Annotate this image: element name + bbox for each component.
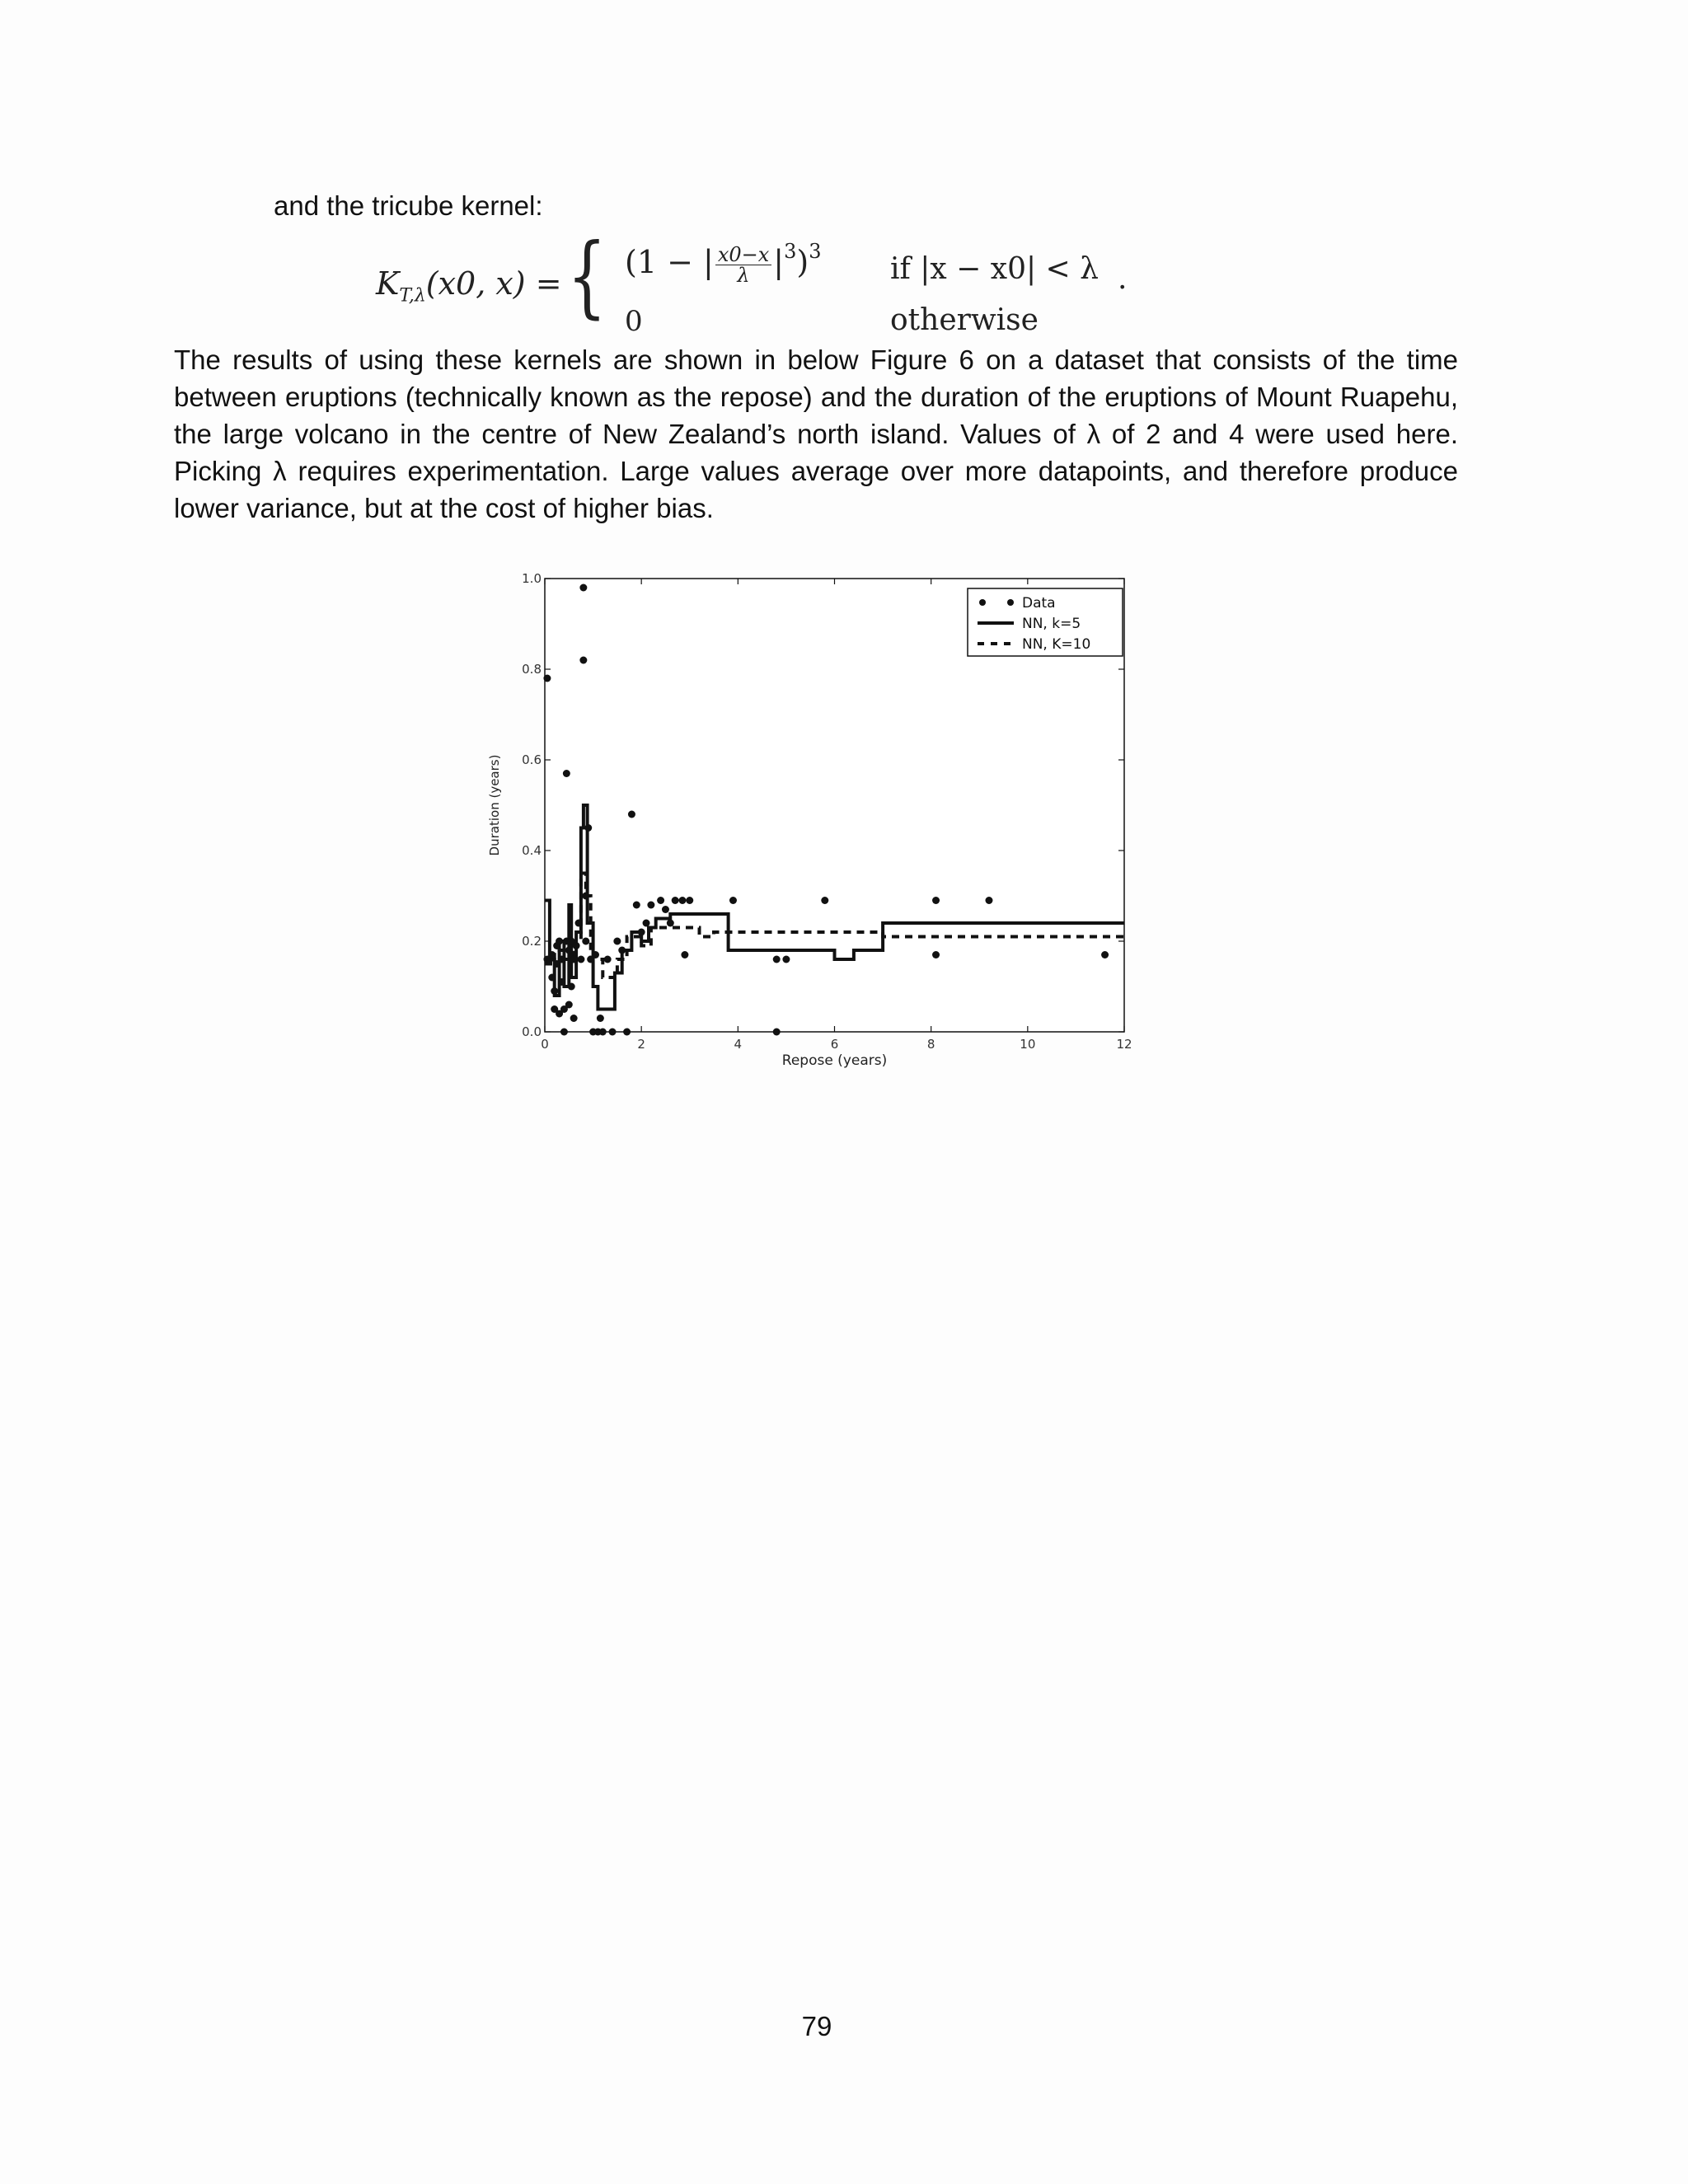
data-point: [582, 893, 589, 900]
y-tick-label: 1.0: [522, 571, 542, 586]
data-point: [570, 956, 578, 963]
chart-svg: [489, 560, 1148, 1080]
data-point: [613, 938, 621, 945]
x-tick-label: 10: [1020, 1037, 1036, 1052]
legend-label: Data: [1022, 595, 1056, 612]
intro-line: and the tricube kernel:: [274, 190, 543, 221]
formula-case1-open: (1 −: [625, 244, 693, 280]
data-point: [582, 938, 589, 945]
data-point: [556, 938, 563, 945]
data-point: [932, 897, 940, 904]
data-point: [678, 897, 686, 904]
figure-6-chart: [489, 560, 1148, 1080]
data-point: [773, 1029, 781, 1036]
formula-lhs: [376, 265, 562, 307]
data-point: [618, 947, 626, 954]
data-point: [570, 1015, 578, 1022]
data-point: [579, 657, 587, 664]
formula-condition-2: otherwise: [890, 303, 1039, 337]
data-point: [681, 951, 688, 958]
formula-case-1: (1 − | $\frac{x0-x}{\lambda}$ $|^3)^3$: [625, 240, 822, 287]
data-point: [568, 983, 575, 991]
data-point: [558, 956, 565, 963]
data-point: [548, 974, 556, 982]
formula-lhs-args: (x0, x) =: [425, 265, 562, 302]
data-point: [643, 920, 650, 927]
data-point: [563, 770, 570, 777]
legend-marker: [979, 599, 986, 606]
x-tick-label: 12: [1116, 1037, 1132, 1052]
data-point: [560, 1029, 568, 1036]
x-tick-label: 0: [541, 1037, 549, 1052]
y-tick-label: 0.6: [522, 752, 542, 767]
formula-outer-power: 3: [809, 240, 822, 263]
y-tick-label: 0.8: [522, 662, 542, 677]
data-point: [592, 951, 599, 958]
y-tick-label: 0.0: [522, 1024, 542, 1039]
data-point: [599, 1029, 607, 1036]
formula-lhs-main: K: [376, 265, 400, 302]
x-tick-label: 8: [926, 1037, 935, 1052]
data-point: [638, 929, 645, 936]
data-point: [584, 824, 592, 832]
data-point: [604, 956, 612, 963]
data-point: [543, 675, 551, 682]
data-point: [662, 906, 669, 913]
data-point: [575, 920, 583, 927]
data-point: [932, 951, 940, 958]
data-point: [782, 956, 790, 963]
data-point: [773, 956, 781, 963]
data-point: [548, 951, 556, 958]
data-point: [729, 897, 737, 904]
data-point: [672, 897, 679, 904]
formula-fraction: [715, 245, 771, 285]
data-point: [623, 1029, 631, 1036]
legend-label: NN, K=10: [1022, 636, 1091, 653]
data-point: [579, 584, 587, 592]
data-point: [985, 897, 992, 904]
data-point: [628, 811, 635, 818]
formula-lhs-sub: T,λ: [399, 285, 426, 307]
x-tick-label: 2: [637, 1037, 645, 1052]
data-point: [565, 1001, 573, 1009]
page-number: 79: [801, 2011, 832, 2041]
data-point: [573, 942, 580, 949]
legend-label: NN, k=5: [1022, 616, 1081, 632]
legend-marker: [1007, 599, 1014, 606]
x-tick-label: 4: [734, 1037, 743, 1052]
data-point: [821, 897, 828, 904]
formula-case-0: 0: [625, 305, 643, 338]
data-point: [558, 978, 565, 986]
data-point: [1101, 951, 1109, 958]
x-tick-label: 6: [830, 1037, 839, 1052]
y-tick-label: 0.4: [522, 843, 542, 858]
data-point: [597, 1015, 604, 1022]
data-point: [565, 947, 573, 954]
formula-frac-den: λ: [737, 264, 750, 287]
formula-brace: {: [567, 225, 607, 328]
data-point: [686, 897, 693, 904]
y-axis-label: Duration (years): [487, 754, 502, 856]
x-axis-label: Repose (years): [781, 1052, 888, 1069]
data-point: [577, 956, 584, 963]
data-point: [551, 987, 558, 995]
data-point: [667, 920, 674, 927]
body-paragraph: The results of using these kernels are shown in below Figure 6 on a dataset that consists of the time between eruptions (technically known as the repose) and the duration of the eruptions of Mount Ruapehu, the large volcano in the centre of New Zealand’s north island. Values of λ of 2 and 4 were used here. Picking λ requires experimentation. Large values average over more datapoints, and therefore produce lower variance, but at the cost of higher bias.: [174, 344, 1458, 523]
tricube-kernel-formula: [371, 225, 1154, 344]
data-point: [647, 902, 654, 909]
formula-abs-power: 3: [784, 240, 797, 263]
data-point: [657, 897, 664, 904]
data-point: [633, 902, 640, 909]
formula-frac-num: x0−x: [715, 245, 771, 265]
formula-condition-1: if |x − x0| < λ: [890, 252, 1099, 286]
formula-period: .: [1118, 262, 1128, 296]
data-point: [609, 1029, 617, 1036]
y-tick-label: 0.2: [522, 934, 542, 949]
